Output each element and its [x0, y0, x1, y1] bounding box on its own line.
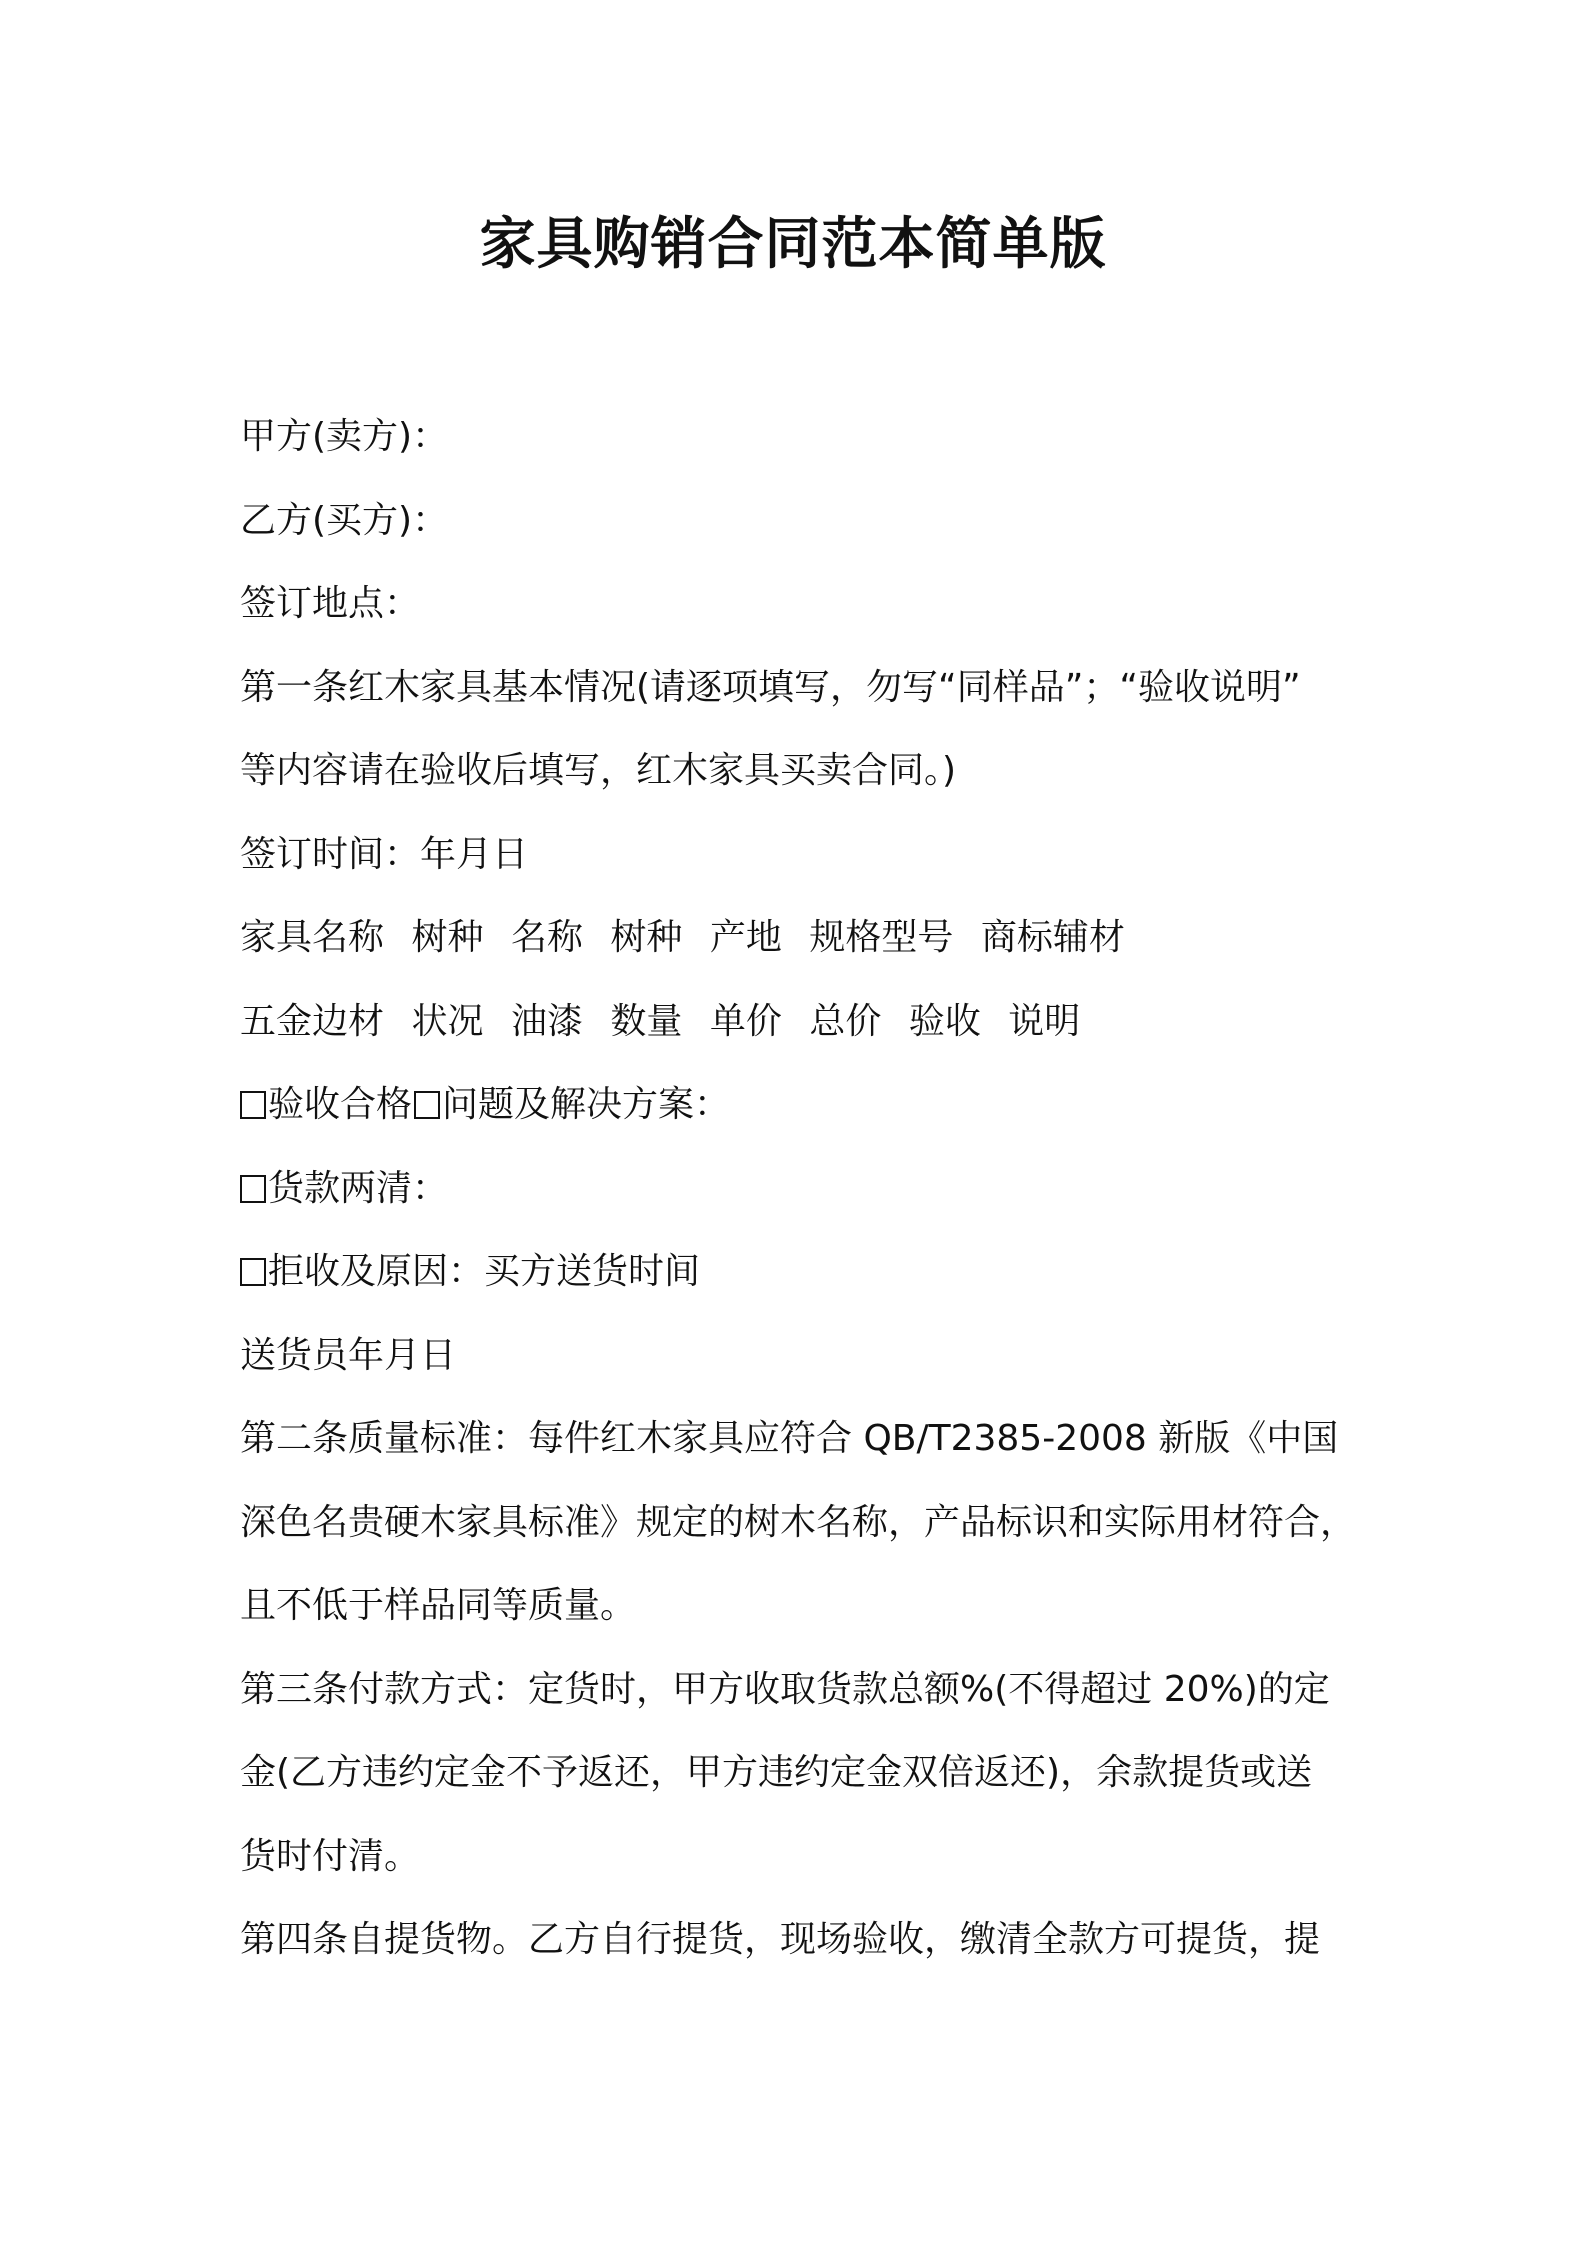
article-1-line-2: 等内容请在验收后填写，红木家具买卖合同。) [240, 750, 957, 791]
checkbox-paid [240, 1175, 266, 1203]
table-header-cell: 商标辅材 [980, 917, 1125, 958]
table-header-row-1 [240, 896, 1360, 980]
table-header-cell: 验收 [908, 1000, 981, 1042]
table-header-cell: 产地 [709, 917, 782, 958]
article-3-line-2: 金(乙方违约定金不予返还，甲方违约定金双倍返还)，余款提货或送 [240, 1752, 1313, 1793]
sign-place-line: 签订地点： [240, 583, 421, 624]
party-b-line: 乙方(买方)： [240, 499, 449, 541]
table-header-cell: 规格型号 [809, 917, 954, 958]
checkbox-issue [414, 1091, 440, 1119]
check-reject-line [240, 1230, 1360, 1314]
checkbox-reject [240, 1258, 266, 1286]
table-header-cell: 油漆 [510, 1000, 583, 1042]
document-title: 家具购销合同范本简单版 [479, 212, 1107, 277]
sign-time-line: 签订时间：年月日 [240, 833, 529, 875]
check-pass-label: 验收合格 [268, 1084, 413, 1125]
table-header-cell: 树种 [610, 917, 683, 958]
table-header-cell: 名称 [510, 917, 583, 958]
check-paid-label: 货款两清： [268, 1167, 449, 1209]
table-header-cell: 家具名称 [240, 917, 385, 958]
table-header-cell: 单价 [709, 1000, 782, 1042]
check-pass-line [240, 1063, 1360, 1147]
article-3-line-1: 第三条付款方式：定货时，甲方收取货款总额%(不得超过 20%)的定 [240, 1668, 1330, 1710]
table-header-cell: 说明 [1008, 1000, 1081, 1042]
check-paid-line [240, 1147, 1360, 1231]
table-header-cell: 总价 [809, 1000, 882, 1042]
table-header-cell: 五金边材 [240, 1000, 385, 1042]
table-header-cell: 树种 [411, 917, 484, 958]
article-4-line-1: 第四条自提货物。乙方自行提货，现场验收，缴清全款方可提货，提 [240, 1919, 1321, 1960]
article-2-line-1: 第二条质量标准：每件红木家具应符合 QB/T2385-2008 新版《中国 [240, 1418, 1339, 1459]
article-2-line-2: 深色名贵硬木家具标准》规定的树木名称，产品标识和实际用材符合， [240, 1501, 1357, 1543]
party-a-line: 甲方(卖方)： [240, 416, 449, 457]
check-reject-label: 拒收及原因：买方送货时间 [268, 1251, 701, 1292]
delivery-person-line: 送货员年月日 [240, 1334, 457, 1376]
article-2-line-3: 且不低于样品同等质量。 [240, 1585, 637, 1626]
table-header-cell: 状况 [411, 1000, 484, 1042]
checkbox-pass [240, 1091, 266, 1119]
article-1-line-1: 第一条红木家具基本情况(请逐项填写，勿写“同样品”；“验收说明” [240, 666, 1301, 708]
table-header-row-2 [240, 980, 1360, 1064]
article-3-line-3: 货时付清。 [240, 1835, 421, 1877]
table-header-cell: 数量 [610, 1000, 683, 1042]
check-issue-label: 问题及解决方案： [442, 1084, 731, 1125]
document-body [240, 395, 1360, 1982]
